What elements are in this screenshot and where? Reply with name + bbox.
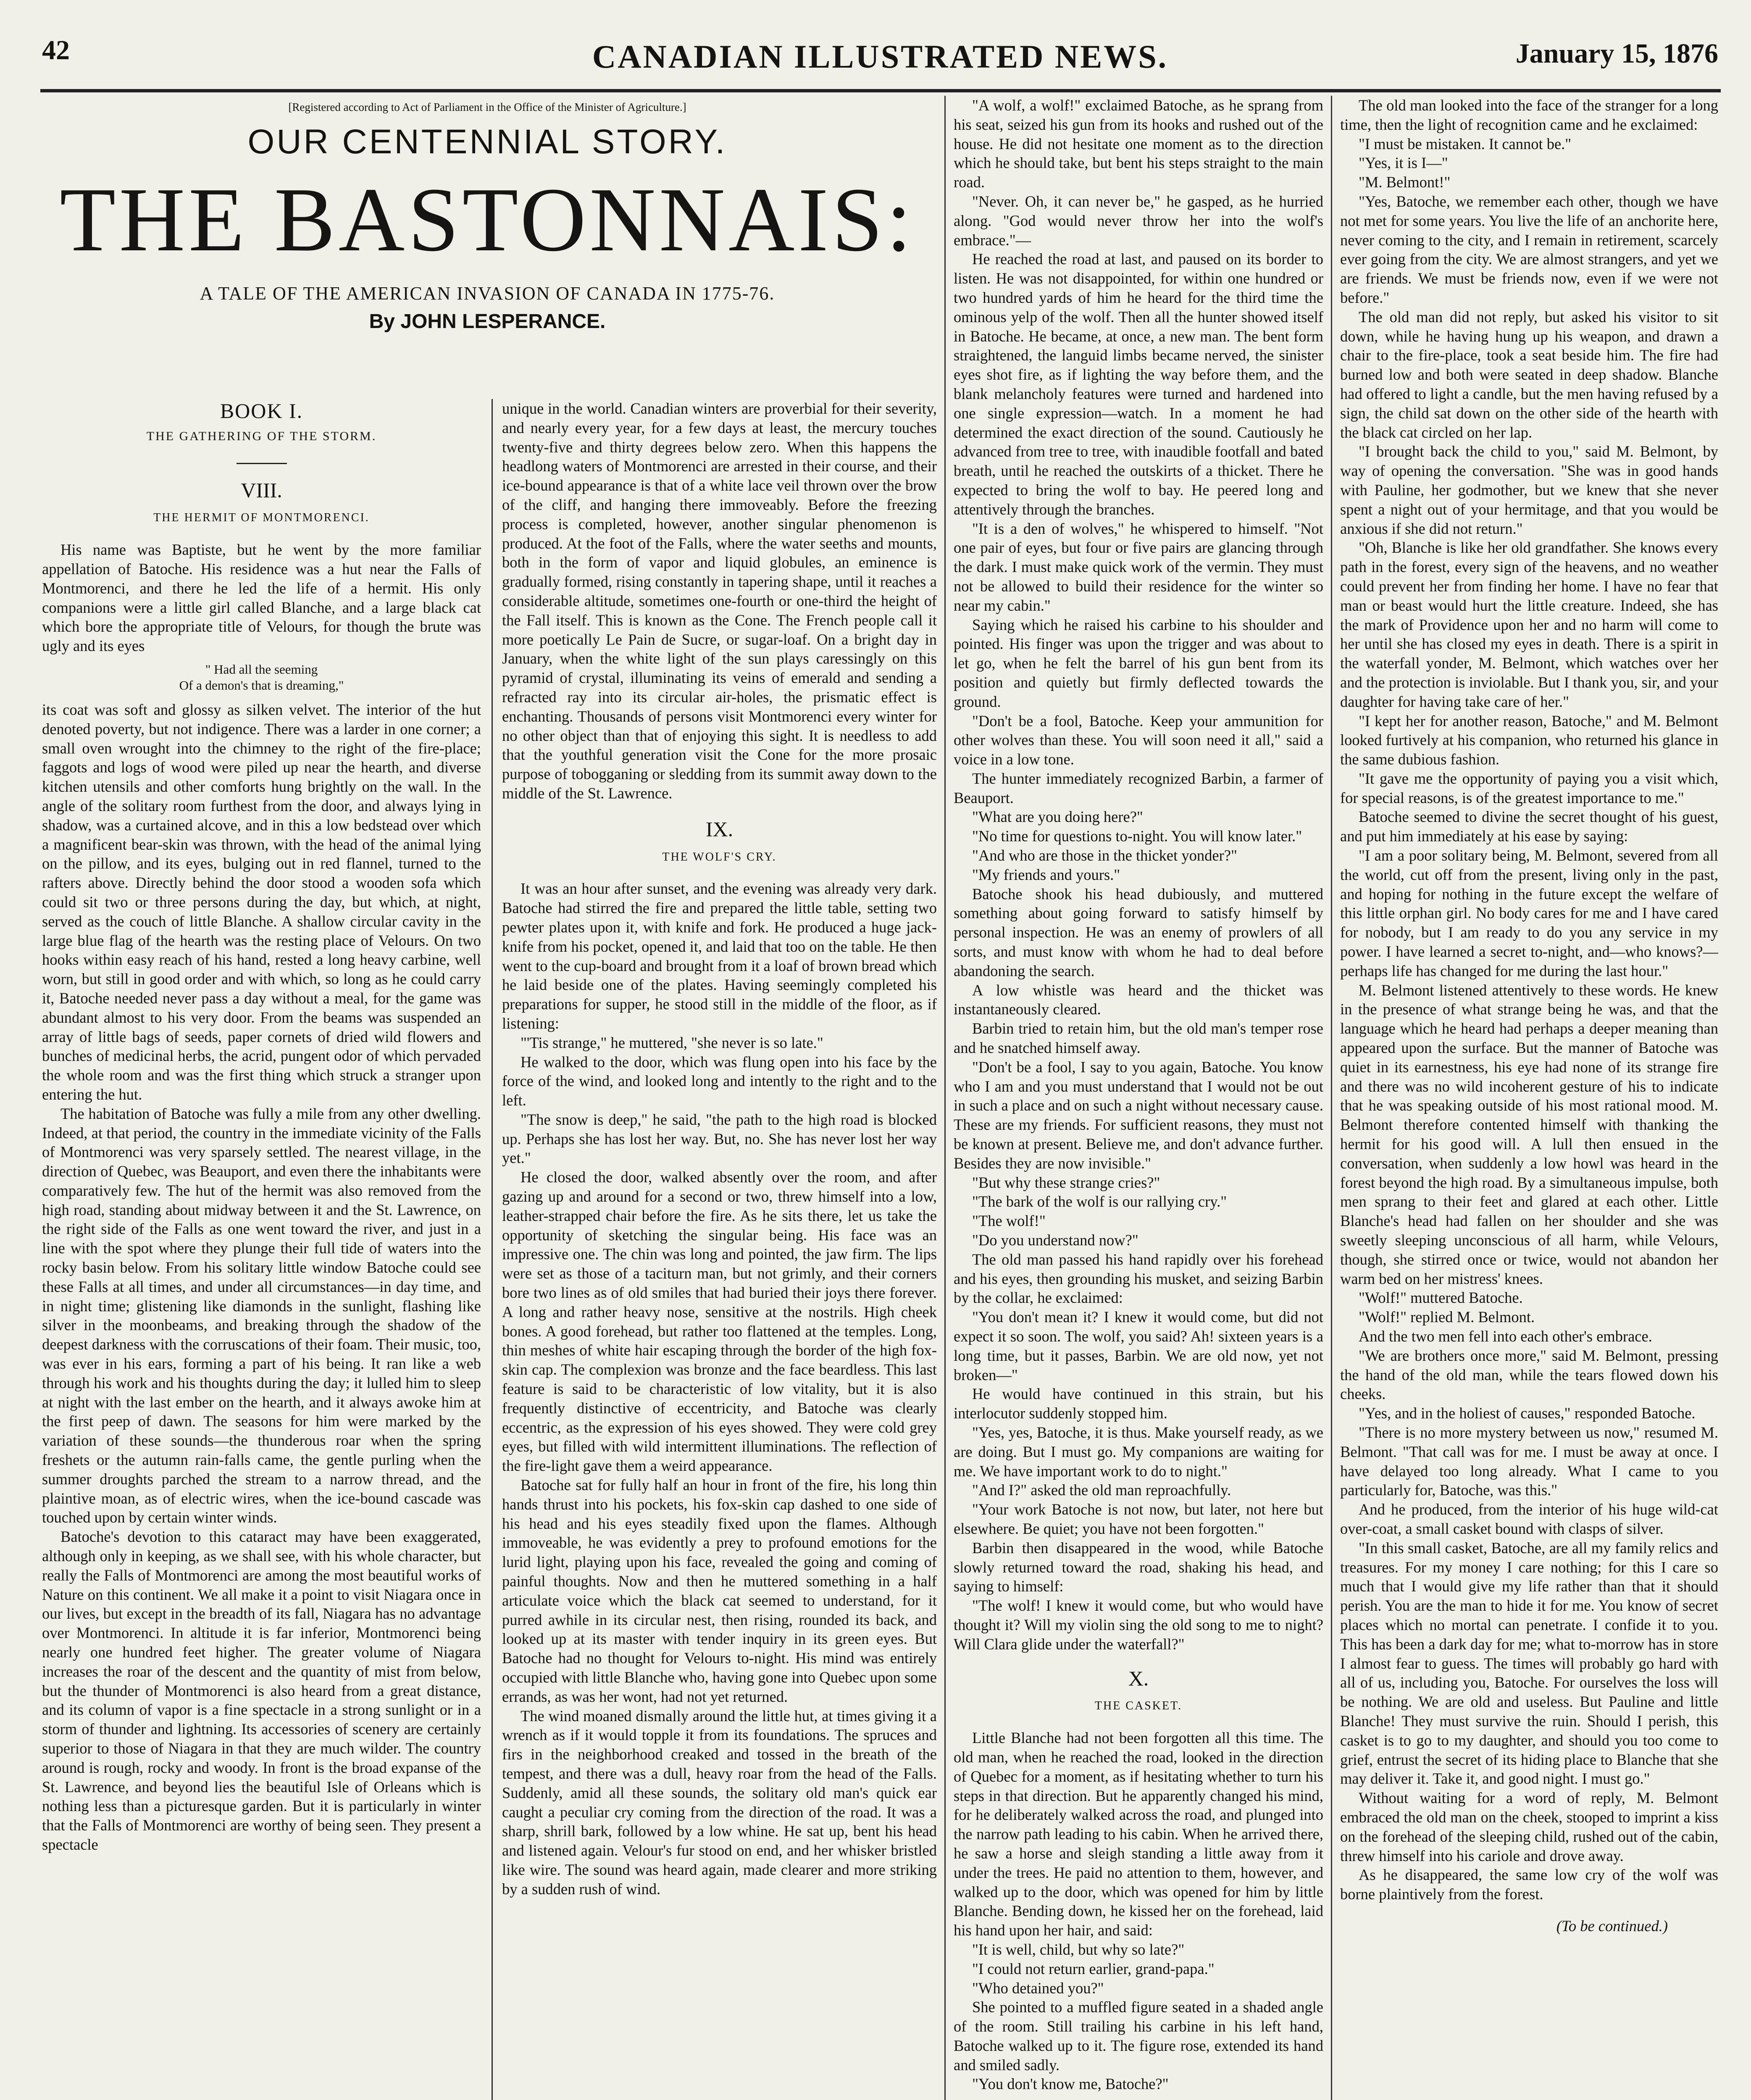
column-2 bbox=[502, 399, 937, 2100]
paragraph: "The snow is deep," he said, "the path to the high road is blocked up. Perhaps she has lost her way. But, no. She has never lost her way yet." bbox=[502, 1110, 937, 1167]
paragraph: "I must be mistaken. It cannot be." bbox=[1359, 135, 1572, 152]
serial-heading: OUR CENTENNIAL STORY. bbox=[247, 123, 727, 161]
paragraph: "No time for questions to-night. You will know later." bbox=[972, 827, 1302, 845]
paragraph: "M. Belmont!" bbox=[1359, 173, 1451, 191]
paragraph: The old man passed his hand rapidly over his forehead and his eyes, then grounding his musket, and seizing Barbin by the collar, he exclaimed: bbox=[954, 1250, 1323, 1307]
paragraph: He closed the door, walked absently over the room, and after gazing up and around for a second or two, threw himself into a low, leather-strapped chair before the fire. As he sits there, let us take the opportunity of sketching the singular being. His face was an impressive one. The chin was long and pointed, the jaw firm. The lips were set as those of a taciturn man, but not grimly, and their corners bore two lines as of old smiles that had buried their joys there forever. A long and rather heavy nose, sensitive at the nostrils. High cheek bones. A good forehead, but rather too flattened at the temples. Long, thin meshes of white hair escaping through the border of the high fox-skin cap. The complexion was bronze and the face beardless. This last feature is said to be characteristic of low vitality, but it is also frequently distinctive of eccentricity, and Batoche was clearly eccentric, as the expression of his eyes showed. They were cold grey eyes, but filled with wild intermittent illuminations. The reflection of the fire-light gave them a weird appearance. bbox=[502, 1168, 937, 1475]
paragraph: "And who are those in the thicket yonder?" bbox=[972, 847, 1237, 864]
masthead-rule bbox=[40, 89, 1721, 92]
paragraph: "The bark of the wolf is our rallying cry." bbox=[972, 1193, 1227, 1210]
chapter-ix-number: IX. bbox=[705, 817, 734, 841]
paragraph: He would have continued in this strain, but his interlocutor suddenly stopped him. bbox=[954, 1385, 1323, 1422]
book-name: THE GATHERING OF THE STORM. bbox=[146, 429, 377, 443]
newspaper-title: CANADIAN ILLUSTRATED NEWS. bbox=[592, 38, 1168, 75]
paragraph: "Never. Oh, it can never be," he gasped, as he hurried along. "God would never throw her into the wolf's embrace."— bbox=[954, 192, 1323, 249]
column-rule bbox=[492, 399, 493, 2100]
paragraph: "Yes, yes, Batoche, it is thus. Make yourself ready, as we are doing. But I must go. My companions are waiting for me. We have important work to do to night." bbox=[954, 1423, 1323, 1480]
paragraph: "'Tis strange," he muttered, "she never is so late." bbox=[521, 1034, 823, 1051]
paragraph: Batoche's devotion to this cataract may have been exaggerated, although only in keeping, as we shall see, with his whole character, but really the Falls of Montmorenci are among the most beautiful works of Nature on this continent. We all make it a point to visit Niagara once in our lives, but except in the breadth of its fall, Niagara has no advantage over Montmorenci. In altitude it is far inferior, Montmorenci being nearly one hundred feet higher. The greater volume of Niagara increases the roar of the descent and the quantity of mist from below, but the thunder of Montmorenci is also heard from a great distance, and its column of vapor is a fine spectacle in a strong sunlight or in a storm of thunder and lightning. Its accessories of scenery are certainly superior to those of Niagara in that they are much wilder. The country around is rough, rocky and woody. In front is the broad expanse of the St. Lawrence, and beyond lies the beautiful Isle of Orleans which is nothing less than a picturesque garden. But it is particularly in winter that the Falls of Montmorenci are worthy of being seen. They present a spectacle bbox=[42, 1528, 481, 1853]
paragraph: "Yes, and in the holiest of causes," responded Batoche. bbox=[1359, 1404, 1696, 1422]
paragraph: "Yes, it is I—" bbox=[1359, 154, 1448, 172]
chapter-x-title: THE CASKET. bbox=[1094, 1699, 1183, 1713]
paragraph: Batoche shook his head dubiously, and muttered something about going forward to satisfy himself by personal inspection. He was an enemy of prowlers of all sorts, and must know with whom he had to deal before abandoning the search. bbox=[954, 885, 1323, 979]
paragraph: "The wolf!" bbox=[972, 1212, 1046, 1230]
masthead bbox=[42, 34, 1718, 81]
paragraph: Without waiting for a word of reply, M. Belmont embraced the old man on the cheek, stooped to imprint a kiss on the forehead of the sleeping child, rushed out of the cabin, threw himself into his cariole and drove away. bbox=[1340, 1789, 1718, 1864]
paragraph: The hunter immediately recognized Barbin, a farmer of Beauport. bbox=[954, 769, 1323, 806]
column-3 bbox=[954, 96, 1323, 2100]
paragraph: "It is a den of wolves," he whispered to himself. "Not one pair of eyes, but four or five pairs are glancing through the dark. I must make quick work of the vermin. They must not be allowed to build their residence for the winter so near my cabin." bbox=[954, 520, 1323, 614]
paragraph: "Who detained you?" bbox=[972, 1979, 1104, 1997]
paragraph: "You don't mean it? I knew it would come, but did not expect it so soon. The wolf, you said? Ah! sixteen years is a long time, but it passes, Barbin. We are old now, yet not broken—" bbox=[954, 1308, 1323, 1383]
column-rule bbox=[1331, 96, 1332, 2100]
paragraph: The wind moaned dismally around the little hut, at times giving it a wrench as if it would topple it from its foundations. The spruces and firs in the neighborhood creaked and tossed in the breath of the tempest, and there was a dull, heavy roar from the head of the Falls. Suddenly, amid all these sounds, the solitary old man's quick ear caught a peculiar cry coming from the direction of the road. It was a sharp, shrill bark, followed by a low whine. He sat up, bent his head and listened again. Velour's fur stood on end, and her whisker bristled like wire. The sound was heard again, made clearer and more striking by a sudden rush of wind. bbox=[502, 1707, 937, 1898]
paragraph: unique in the world. Canadian winters are proverbial for their severity, and nearly every year, for a few days at least, the mercury touches twenty-five and thirty degrees below zero. When this happens the headlong waters of Montmorenci are arrested in their course, and their ice-bound appearance is that of a white lace veil thrown over the brow of the cliff, and hanging there immoveably. Before the freezing process is completed, however, another singular phenomenon is produced. At the foot of the Falls, where the water seeths and mounts, both in the form of vapor and liquid globules, an eminence is gradually formed, rising constantly in tapering shape, until it reaches a considerable altitude, sometimes one-fourth or one-third the height of the Fall itself. This is known as the Cone. The French people call it more poetically Le Pain de Sucre, or sugar-loaf. On a bright day in January, when the white light of the sun plays caressingly on this pyramid of crystal, illuminating its veins of emerald and sending a refracted ray into its circular air-holes, the prismatic effect is enchanting. Thousands of persons visit Montmorenci every winter for no other object than that of enjoying this sight. It is needless to add that the youthful generation visit the Cone for the more prosaic purpose of tobogganing or sledding from its summit away down to the middle of the St. Lawrence. bbox=[502, 400, 937, 802]
paragraph: The old man looked into the face of the stranger for a long time, then the light of recognition came and he exclaimed: bbox=[1340, 97, 1718, 133]
chapter-x-number: X. bbox=[1128, 1666, 1149, 1690]
paragraph: "It gave me the opportunity of paying you a visit which, for special reasons, is of the greatest importance to me." bbox=[1340, 769, 1718, 806]
paragraph: "We are brothers once more," said M. Belmont, pressing the hand of the old man, while the tears flowed down his cheeks. bbox=[1340, 1347, 1718, 1403]
paragraph: His name was Baptiste, but he went by the more familiar appellation of Batoche. His residence was a hut near the Falls of Montmorenci, and there he led the life of a hermit. His only companions were a little girl called Blanche, and a large black cat which bore the appropriate title of Velours, for though the brute was ugly and its eyes bbox=[42, 541, 481, 655]
paragraph: Barbin then disappeared in the wood, while Batoche slowly returned toward the road, shaking his head, and saying to himself: bbox=[954, 1539, 1323, 1595]
paragraph: It was an hour after sunset, and the evening was already very dark. Batoche had stirred the fire and prepared the little table, setting two pewter plates upon it, with knife and fork. He produced a huge jack-knife from his pocket, opened it, and laid that too on the table. He then went to the cup-board and brought from it a loaf of brown bread which he laid beside one of the plates. Having seemingly completed his preparations for supper, he stood still in the middle of the floor, as if listening: bbox=[502, 880, 937, 1032]
paragraph: A low whistle was heard and the thicket was instantaneously cleared. bbox=[954, 981, 1323, 1018]
chapter-viii-number: VIII. bbox=[241, 478, 282, 502]
paragraph: "The wolf! I knew it would come, but who would have thought it? Will my violin sing the old song to me to night? Will Clara glide under the waterfall?" bbox=[954, 1597, 1323, 1653]
paragraph: Saying which he raised his carbine to his shoulder and pointed. His finger was upon the trigger and was about to let go, when he felt the barrel of his gun bent from its position and quietly but firmly deflected towards the ground. bbox=[954, 616, 1323, 710]
to-be-continued: (To be continued.) bbox=[1556, 1917, 1668, 1935]
paragraph: its coat was soft and glossy as silken velvet. The interior of the hut denoted poverty, but not indigence. There was a larder in one corner; a small oven wrought into the chimney to the right of the fire-place; faggots and logs of wood were piled up near the hearth, and diverse kitchen utensils and other comforts hung brightly on the wall. In the angle of the solitary room furthest from the door, and always lying in shadow, was a curtained alcove, and in this a low bedstead over which a magnificent bear-skin was thrown, with the head of the animal lying on the pillow, and its eyes, bulging out in red flannel, turned to the rafters above. Directly behind the door stood a wooden sofa which could sit two or three persons during the day, but which, at night, served as the couch of little Blanche. A shallow circular cavity in the large blue flag of the hearth was the resting place of Velours. On two hooks within easy reach of his hand, rested a long heavy carbine, well worn, but still in good order and with which, so long as he could carry it, Batoche needed never pass a day without a meal, for the game was abundant almost to his very door. From the beams was suspended an array of little bags of seeds, paper cornets of dried wild flowers and bunches of medicinal herbs, the acrid, pungent odor of which pervaded the whole room and was the first thing which struck a stranger upon entering the hut. bbox=[42, 701, 481, 1103]
paragraph: Batoche seemed to divine the secret thought of his guest, and put him immediately at his ease by saying: bbox=[1340, 808, 1718, 845]
story-header bbox=[42, 101, 933, 333]
page-number: 42 bbox=[42, 35, 70, 66]
paragraph: "Your work Batoche is not now, but later, not here but elsewhere. Be quiet; you have not been forgotten." bbox=[954, 1501, 1323, 1537]
issue-date: January 15, 1876 bbox=[1515, 38, 1718, 69]
column-rule bbox=[944, 96, 946, 2100]
paragraph: "What are you doing here?" bbox=[972, 808, 1143, 826]
paragraph: "There is no more mystery between us now," resumed M. Belmont. "That call was for me. I must be away at once. I have delayed too long already. What I came to you particularly for, Batoche, was this." bbox=[1340, 1423, 1718, 1499]
paragraph: And the two men fell into each other's embrace. bbox=[1359, 1328, 1652, 1345]
paragraph: Little Blanche had not been forgotten all this time. The old man, when he reached the road, looked in the direction of Quebec for a moment, as if hesitating whether to turn his steps in that direction. But he apparently changed his mind, for he deliberately walked across the road, and plunged into the narrow path leading to his cabin. When he arrived there, he saw a horse and sleigh standing a little away from it under the trees. He paid no attention to them, however, and walked up to the door, which was opened for him by little Blanche. Bending down, he kissed her on the forehead, laid his hand upon her hair, and said: bbox=[954, 1729, 1323, 1939]
paragraph: Barbin tried to retain him, but the old man's temper rose and he snatched himself away. bbox=[954, 1020, 1323, 1057]
paragraph: "It is well, child, but why so late?" bbox=[972, 1940, 1185, 1958]
paragraph: "Wolf!" replied M. Belmont. bbox=[1359, 1308, 1535, 1326]
paragraph: "Don't be a fool, I say to you again, Batoche. You know who I am and you must understand that I would not be out in such a place and on such a night without necessary cause. These are my friends. For sufficient reasons, they must not be known at present. Believe me, and don't advance further. Besides they are now invisible." bbox=[954, 1058, 1323, 1172]
paragraph: "Don't be a fool, Batoche. Keep your ammunition for other wolves than these. You will soon need it all," said a voice in a low tone. bbox=[954, 712, 1323, 768]
chapter-viii-title: THE HERMIT OF MONTMORENCI. bbox=[153, 511, 370, 525]
paragraph: "I could not return earlier, grand-papa." bbox=[972, 1960, 1215, 1977]
paragraph: The old man did not reply, but asked his visitor to sit down, while he having hung up his weapon, and drawn a chair to the fire-place, took a seat beside him. The fire had burned low and both were seated in deep shadow. Blanche had offered to light a candle, but the men having refused by a sign, the child sat down on the other side of the hearth with the black cat circled on her lap. bbox=[1340, 308, 1718, 441]
author-byline: By JOHN LESPERANCE. bbox=[369, 310, 606, 333]
paragraph: "Do you understand now?" bbox=[972, 1231, 1138, 1249]
paragraph: He walked to the door, which was flung open into his face by the force of the wind, and looked long and intently to the right and to the left. bbox=[502, 1053, 937, 1109]
column-1 bbox=[42, 399, 481, 2100]
paragraph: "I am a poor solitary being, M. Belmont, severed from all the world, cut off from the present, living only in the past, and hoping for nothing in the future except the welfare of this little orphan girl. No body cares for me and I have cared for nobody, but I am ready to do you any service in my power. I have learned a secret to-night, and—who knows?—perhaps life has changed for me during the last hour." bbox=[1340, 847, 1718, 979]
chapter-ix-title: THE WOLF'S CRY. bbox=[662, 850, 777, 864]
paragraph: She pointed to a muffled figure seated in a shaded angle of the room. Still trailing his carbine in his left hand, Batoche walked up to it. The figure rose, extended its hand and smiled sadly. bbox=[954, 1998, 1323, 2074]
paragraph: "Yes, Batoche, we remember each other, though we have not met for some years. You live the life of an anchorite here, never coming to the city, and I remain in retirement, scarcely ever going from the city. We are almost strangers, and yet we are friends. We must be friends now, even if we were not before." bbox=[1340, 192, 1718, 306]
paragraph: M. Belmont listened attentively to these words. He knew in the presence of what strange being he was, and that the language which he heard had perhaps a deeper meaning than appeared upon the surface. But the manner of Batoche was quiet in its earnestness, his eye had none of its strange fire and there was no wild incoherent gesture of his to indicate that he was speaking outside of his most rational mood. M. Belmont therefore contented himself with thanking the hermit for his good will. A lull then ensued in the conversation, when suddenly a low howl was heard in the forest beyond the high road. By a simultaneous impulse, both men sprang to their feet and glared at each other. Little Blanche's head had fallen on her shoulder and she was sweetly sleeping unconscious of all harm, while Velours, though, she stirred once or twice, would not abandon her warm bed on her mistress' knees. bbox=[1340, 981, 1718, 1287]
verse-quote bbox=[42, 662, 481, 693]
paragraph: The habitation of Batoche was fully a mile from any other dwelling. Indeed, at that period, the country in the immediate vicinity of the Falls of Montmorenci was very sparsely settled. The nearest village, in the direction of Quebec, was Beauport, and even there the inhabitants were comparatively few. The hut of the hermit was also removed from the high road, standing about midway between it and the St. Lawrence, on the right side of the Falls as one went toward the river, and just in a line with the spot where they plunge their full tide of waters into the rocky basin below. From his solitary little window Batoche could see these Falls at all times, and under all circumstances—in day time, and in night time; glistening like diamonds in the sunlight, flashing like silver in the moonbeams, and breaking through the shadow of the deepest darkness with the corruscations of their foam. Their music, too, was ever in his ears, forming a part of his being. It ran like a web through his work and his thoughts during the day; it lulled him to sleep at night with the last ember on the hearth, and it always awoke him at the first peep of dawn. The seasons for him were marked by the variation of these sounds—the thunderous roar when the spring freshets or the autumn rain-falls came, the gentle purling when the summer droughts parched the stream to a narrow thread, and the plaintive moan, as of electric wires, when the ice-bound cascade was touched upon by certain winter winds. bbox=[42, 1105, 481, 1526]
paragraph: "A wolf, a wolf!" exclaimed Batoche, as he sprang from his seat, seized his gun from its hooks and rushed out of the house. He did not hesitate one moment as to the direction which he should take, but bent his steps straight to the main road. bbox=[954, 97, 1323, 191]
column-4 bbox=[1340, 96, 1718, 2100]
paragraph: "But why these strange cries?" bbox=[972, 1173, 1160, 1191]
paragraph: "In this small casket, Batoche, are all my family relics and treasures. For my money I care nothing; for this I care so much that I would give my life rather than that it should perish. You are the man to hide it for me. You know of secret places which no mortal can penetrate. I confide it to you. This has been a dark day for me; what to-morrow has in store I almost fear to guess. The times will probably go hard with all of us, including you, Batoche. For ourselves the loss will be nothing. We are old and useless. But Pauline and little Blanche! They must survive the ruin. Should I perish, this casket is to go to my daughter, and should you too come to grief, entrust the secret of its hiding place to Blanche that she may deliver it. Take it, and good night. I must go." bbox=[1340, 1539, 1718, 1788]
paragraph: "And I?" asked the old man reproachfully. bbox=[972, 1481, 1231, 1499]
divider bbox=[237, 463, 287, 464]
paragraph: "Wolf!" muttered Batoche. bbox=[1359, 1289, 1523, 1307]
paragraph: "My friends and yours." bbox=[972, 866, 1120, 883]
paragraph: Batoche sat for fully half an hour in front of the fire, his long thin hands thrust into his pockets, his fox-skin cap dashed to one side of his head and his eyes steadily fixed upon the flames. Although immoveable, he was evidently a prey to profound emotions for the lurid light, playing upon his face, revealed the going and coming of painful thoughts. Now and then he muttered something in a half articulate voice which the black cat seemed to understand, for it purred awhile in its circular nest, then rising, rounded its back, and looked up at its master with tender inquiry in its green eyes. But Batoche had no thought for Velours to-night. His mind was entirely occupied with little Blanche who, having gone into Quebec upon some errands, as was her wont, had not yet returned. bbox=[502, 1476, 937, 1705]
paragraph: "I brought back the child to you," said M. Belmont, by way of opening the conversation. "She was in good hands with Pauline, her godmother, but we knew that she never spent a night out of your hermitage, and that you would be anxious if she did not return." bbox=[1340, 443, 1718, 537]
paragraph: "You don't know me, Batoche?" bbox=[972, 2075, 1169, 2093]
paragraph: "I kept her for another reason, Batoche," and M. Belmont looked furtively at his companion, who returned his glance in the same dubious fashion. bbox=[1340, 712, 1718, 768]
story-subtitle: A TALE OF THE AMERICAN INVASION OF CANADA IN 1775-76. bbox=[200, 283, 775, 304]
registration-notice: [Registered according to Act of Parliament in the Office of the Minister of Agriculture.] bbox=[288, 101, 686, 113]
book-label: BOOK I. bbox=[220, 399, 303, 423]
paragraph: "Oh, Blanche is like her old grandfather. She knows every path in the forest, every sign of the heavens, and no weather could prevent her from finding her home. I have no fear that man or beast would hurt the little creature. Indeed, she has the mark of Providence upon her and no harm will come to her until she has closed my eyes in death. There is a spirit in the waterfall yonder, M. Belmont, which watches over her and the protection is inviolable. But I thank you, sir, and your daughter for having take care of her." bbox=[1340, 539, 1718, 710]
paragraph: As he disappeared, the same low cry of the wolf was borne plaintively from the forest. bbox=[1340, 1866, 1718, 1903]
verse-line: Of a demon's that is dreaming," bbox=[179, 677, 344, 693]
paragraph: And he produced, from the interior of his huge wild-cat over-coat, a small casket bound with clasps of silver. bbox=[1340, 1501, 1718, 1537]
story-title: THE BASTONNAIS: bbox=[60, 169, 915, 270]
paragraph: He reached the road at last, and paused on its border to listen. He was not disappointed, for within one hundred or two hundred yards of him he heard for the third time the ominous yelp of the wolf. Then all the hunter showed itself in Batoche. He became, at once, a new man. The bent form straightened, the languid limbs became nerved, the sinister eyes shot fire, as if lighting the way before them, and the blank melancholy features were turned and hardened into one single expression—watch. In a moment he had determined the exact direction of the sound. Cautiously he advanced from tree to tree, with inaudible footfall and bated breath, until he reached the outskirts of a thicket. There he expected to bring the wolf to bay. He peered long and attentively through the branches. bbox=[954, 250, 1323, 518]
verse-line: " Had all the seeming bbox=[205, 662, 318, 677]
